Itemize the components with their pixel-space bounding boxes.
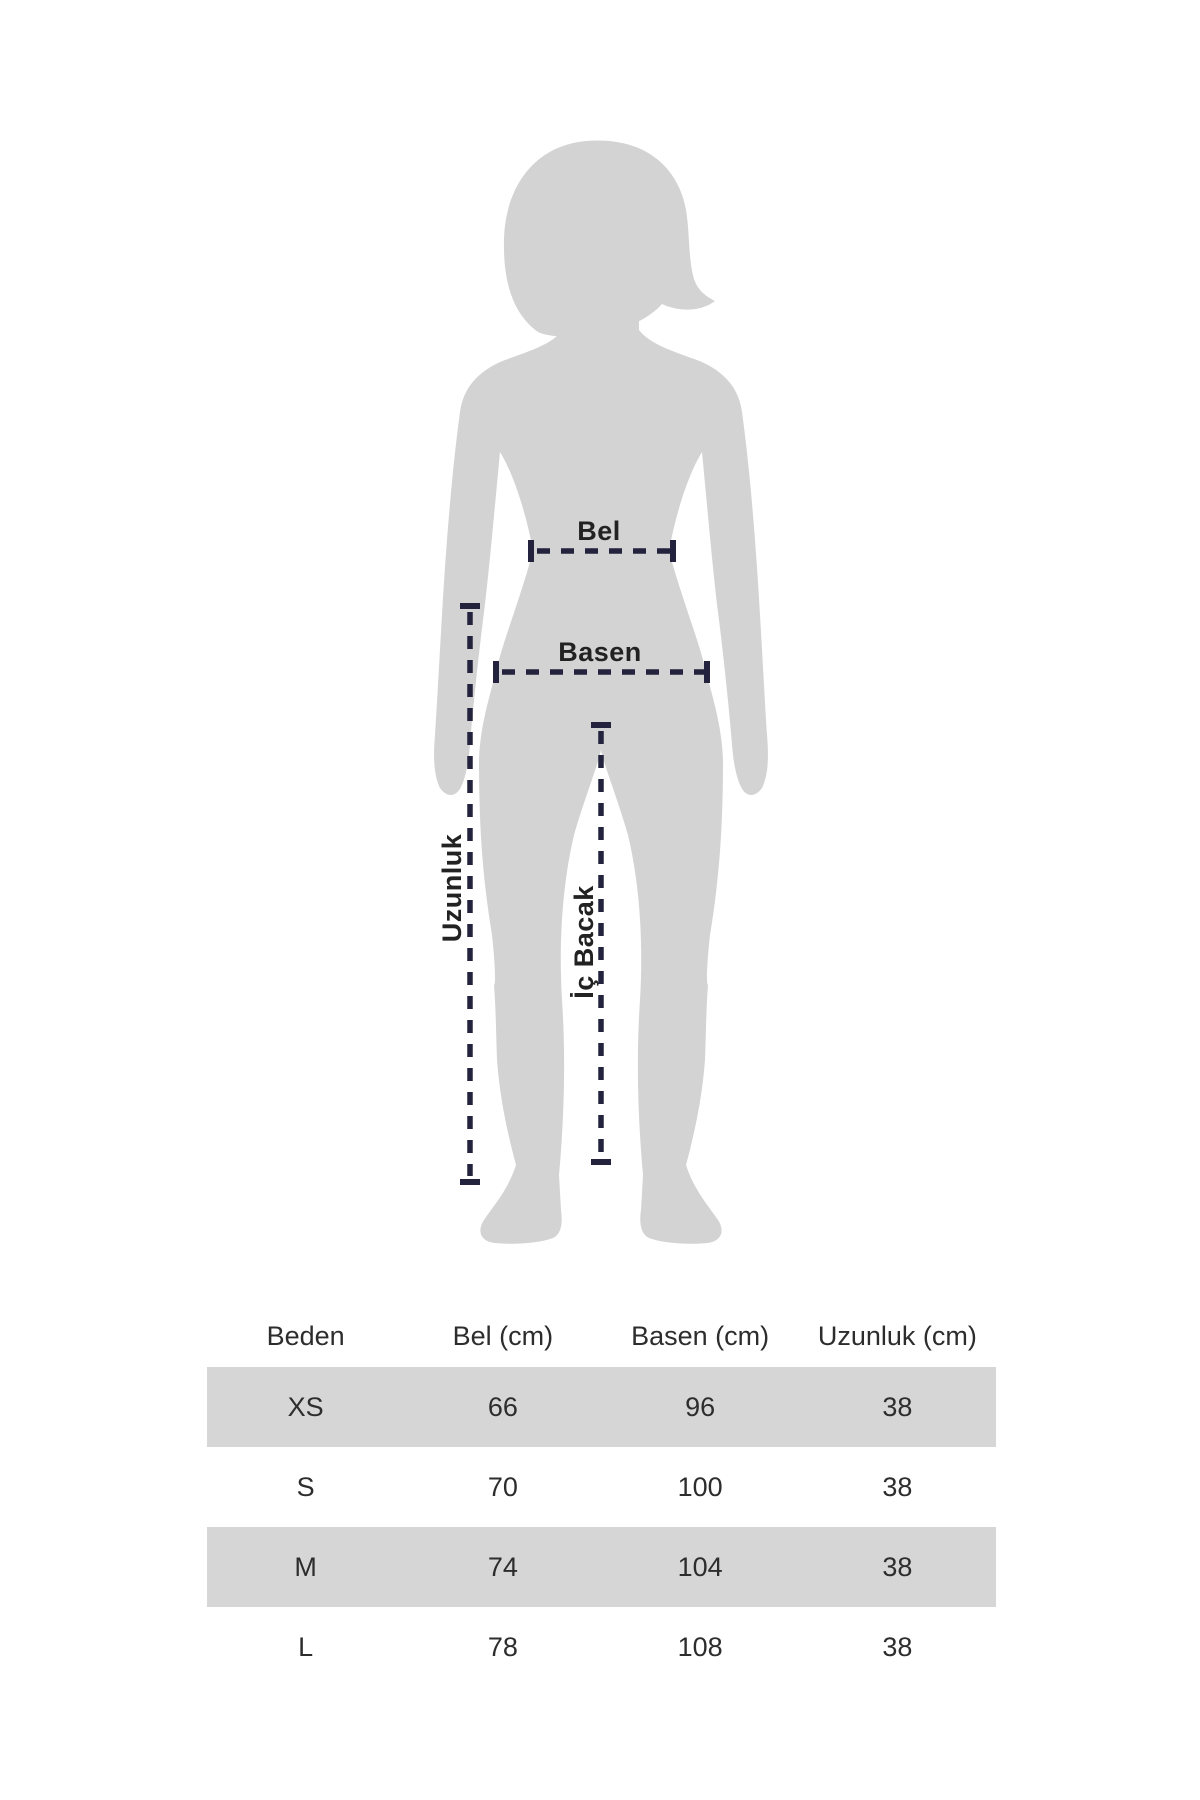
size-cell: M — [294, 1551, 317, 1582]
column-header-bel: Bel (cm) — [452, 1321, 554, 1351]
column-header-uzunluk: Uzunluk (cm) — [817, 1321, 977, 1351]
basen-cell: 100 — [677, 1471, 723, 1502]
bel-cell: 78 — [487, 1631, 518, 1662]
column-header-basen: Basen (cm) — [631, 1321, 770, 1351]
basen-cell: 108 — [677, 1631, 723, 1662]
bel-label: Bel — [577, 516, 621, 546]
column-header-beden: Beden — [266, 1321, 345, 1351]
ic-bacak-label: İç Bacak — [569, 885, 599, 999]
hair-silhouette — [504, 140, 715, 336]
size-cell: S — [296, 1471, 315, 1502]
bel-cell: 70 — [487, 1471, 518, 1502]
uzunluk-cell: 38 — [882, 1631, 913, 1662]
size-table-header-row — [207, 1306, 996, 1367]
uzunluk-label: Uzunluk — [437, 833, 467, 943]
bel-cell: 66 — [487, 1391, 518, 1422]
basen-cell: 96 — [685, 1391, 716, 1422]
table-row-xs — [207, 1367, 996, 1447]
basen-label: Basen — [558, 637, 642, 667]
table-row-m — [207, 1527, 996, 1607]
basen-cell: 104 — [677, 1551, 723, 1582]
uzunluk-cell: 38 — [882, 1391, 913, 1422]
size-table — [207, 1306, 996, 1687]
size-cell: XS — [287, 1391, 324, 1422]
size-cell: L — [298, 1631, 314, 1662]
table-row-l — [207, 1607, 996, 1687]
bel-cell: 74 — [487, 1551, 518, 1582]
table-row-s — [207, 1447, 996, 1527]
uzunluk-cell: 38 — [882, 1551, 913, 1582]
uzunluk-cell: 38 — [882, 1471, 913, 1502]
